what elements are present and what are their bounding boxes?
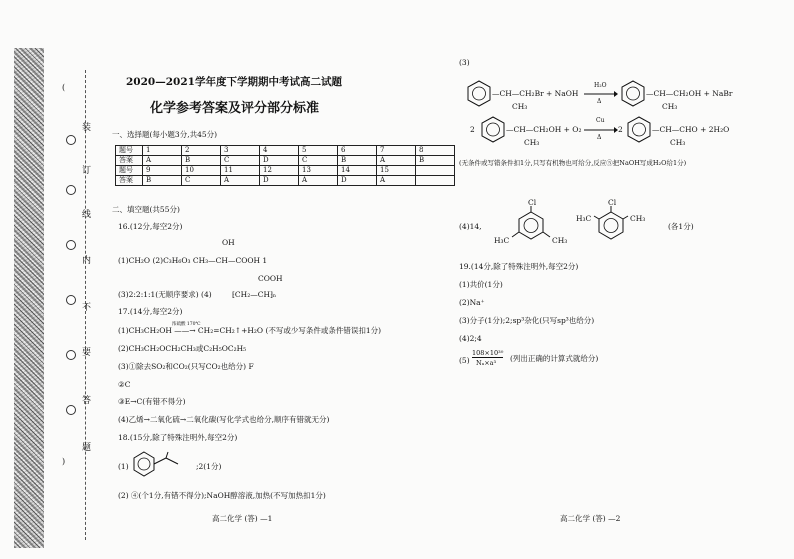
table-cell: A	[221, 176, 260, 186]
table-cell: 5	[299, 146, 338, 156]
table-cell: 14	[338, 166, 377, 176]
r2-cond-top: Cu	[596, 117, 605, 124]
q19-4: (4)2;4	[459, 334, 482, 343]
q16-line1: (1)CH₂O (2)C₃H₆O₃ CH₃—CH—COOH 1	[118, 256, 268, 265]
r1-reagent: + NaOH	[546, 89, 579, 98]
table-cell	[416, 166, 455, 176]
table-cell: D	[338, 176, 377, 186]
q19-5-denominator: Nₐ×a³	[476, 359, 497, 367]
q16-oh: OH	[222, 238, 235, 247]
q17-line2: (2)CH₃CH₂OCH₂CH₃或C₂H₅OC₂H₅	[118, 344, 247, 353]
table-cell: 8	[416, 146, 455, 156]
q3-label: (3)	[459, 58, 470, 67]
dimethylchlorobenzene-icon	[516, 206, 550, 240]
benzene-isopropyl-icon	[132, 450, 192, 480]
table-cell: 3	[221, 146, 260, 156]
table-cell: A	[377, 176, 416, 186]
table-cell: 13	[299, 166, 338, 176]
seal-word: 订	[82, 166, 92, 176]
arrow-icon	[584, 90, 618, 98]
seal-paren-bottom: )	[62, 457, 66, 466]
table-cell: A	[143, 156, 182, 166]
q19-5-label: (5)	[459, 356, 470, 365]
r1-ch3-b: CH₃	[662, 102, 678, 111]
benzene-ring-icon	[626, 116, 652, 144]
table-row	[116, 166, 455, 176]
q17-line1: (1)CH₃CH₂OH ——→ CH₂=CH₂↑+H₂O (不写或少写条件或条件错误扣1分)	[118, 326, 382, 335]
table-cell: 题号	[116, 146, 143, 156]
exam-title: 2020—2021学年度下学期期中考试高二试题	[126, 76, 342, 88]
q17-c1: ②C	[118, 380, 131, 389]
binding-hole-icon	[66, 185, 76, 195]
isomer2-cl: Cl	[608, 198, 617, 207]
seal-word: 装	[82, 123, 92, 133]
table-cell: 12	[260, 166, 299, 176]
table-cell: 2	[182, 146, 221, 156]
table-cell: C	[182, 176, 221, 186]
q18-line2: (2) ④(个1分,有错不得分);NaOH醇溶液,加热(不写加热扣1分)	[118, 491, 326, 500]
r2-ch3-b: CH₃	[670, 138, 686, 147]
q19-head: 19.(14分,除了特殊注明外,每空2分)	[459, 262, 579, 271]
q17-line4: (4)乙烯→二氧化硫→二氧化碳(写化学式也给分,顺序有错就无分)	[118, 415, 330, 424]
section-choice: 一、选择题(每小题3分,共45分)	[112, 130, 218, 139]
r1-cond-bot: Δ	[597, 98, 602, 105]
r1-cond-top: H₂O	[594, 82, 607, 89]
seal-column	[60, 83, 92, 475]
q18-line1: ;2(1分)	[196, 462, 222, 471]
section-fill: 二、填空题(共55分)	[112, 205, 180, 214]
benzene-ring-icon	[620, 80, 646, 108]
q16-cooh: COOH	[258, 274, 283, 283]
binding-hole-icon	[66, 350, 76, 360]
r2-coef: 2	[470, 125, 475, 134]
q19-3: (3)分子(1分);2;sp³杂化(只写sp³也给分)	[459, 316, 595, 325]
r2-ch3: CH₃	[524, 138, 540, 147]
table-cell: C	[299, 156, 338, 166]
seal-word: 答	[82, 396, 92, 406]
isomer2-ch3: CH₃	[630, 214, 646, 223]
benzene-ring-icon	[466, 80, 492, 108]
q19-1: (1)共价(1分)	[459, 280, 503, 289]
binding-strip	[14, 48, 44, 548]
isomer2-h3c: H₃C	[576, 214, 592, 223]
table-cell: B	[182, 156, 221, 166]
q17-line3: (3)①除去SO₂和CO₂(只写CO₂也给分) F	[118, 362, 254, 371]
r1-ch3: CH₃	[512, 102, 528, 111]
q18-head: 18.(15分,除了特殊注明外,每空2分)	[118, 433, 238, 442]
table-cell: 4	[260, 146, 299, 156]
seal-word: 不	[82, 303, 92, 313]
binding-hole-icon	[66, 240, 76, 250]
binding-hole-icon	[66, 295, 76, 305]
seal-word: 线	[82, 210, 92, 220]
table-cell: B	[416, 156, 455, 166]
q4-label: (4)14,	[459, 222, 482, 231]
isomer1-h3c: H₃C	[494, 236, 510, 245]
table-cell: 答案	[116, 156, 143, 166]
r2-left: —CH—CH₂OH + O₂	[506, 125, 582, 134]
table-cell: D	[260, 176, 299, 186]
table-cell: 1	[143, 146, 182, 156]
table-cell: A	[377, 156, 416, 166]
isomer1-cl: Cl	[528, 198, 537, 207]
binding-hole-icon	[66, 405, 76, 415]
table-cell: 6	[338, 146, 377, 156]
arrow-icon	[584, 126, 618, 134]
seal-word: 要	[82, 348, 92, 358]
table-cell	[416, 176, 455, 186]
table-cell: 15	[377, 166, 416, 176]
table-cell: 9	[143, 166, 182, 176]
binding-hole-icon	[66, 135, 76, 145]
q18-label: (1)	[118, 462, 129, 471]
reaction-note: (无条件或写错条件扣1分,只写有机物也可给分,反应⑤把NaOH写成H₂O给1分)	[459, 159, 687, 167]
table-cell: 7	[377, 146, 416, 156]
answer-table	[115, 145, 455, 186]
q17-c2: ③E→C(有错不得分)	[118, 397, 186, 406]
seal-paren-top: (	[62, 83, 66, 92]
table-row	[116, 146, 455, 156]
table-cell: C	[221, 156, 260, 166]
isomer1-ch3: CH₃	[552, 236, 568, 245]
q16-line3: (3)2:2:1:1(无顺序要求) (4)	[118, 290, 212, 299]
doc-title: 化学参考答案及评分部分标准	[150, 101, 320, 116]
table-row	[116, 176, 455, 186]
q16-polymer: ⁅CH₂—CH⁆ₙ	[232, 290, 277, 299]
r1-product: —CH—CH₂OH + NaBr	[646, 89, 733, 98]
table-cell: 题号	[116, 166, 143, 176]
dimethylchlorobenzene-icon	[596, 206, 630, 240]
footer-right: 高二化学 (答) —2	[560, 514, 621, 523]
table-cell: A	[299, 176, 338, 186]
table-cell: 11	[221, 166, 260, 176]
r2-product: —CH—CHO + 2H₂O	[652, 125, 730, 134]
r1-left: —CH—CH₂Br	[492, 89, 544, 98]
table-cell: D	[260, 156, 299, 166]
table-cell: 答案	[116, 176, 143, 186]
q17-head: 17.(14分,每空2分)	[118, 307, 183, 316]
q16-head: 16.(12分,每空2分)	[118, 222, 183, 231]
table-cell: 10	[182, 166, 221, 176]
q19-5-note: (列出正确的计算式就给分)	[510, 354, 599, 363]
benzene-ring-icon	[480, 116, 506, 144]
q4-score: (各1分)	[668, 222, 694, 231]
seal-word: 题	[82, 443, 92, 453]
r2-coef2: 2	[618, 125, 623, 134]
footer-left: 高二化学 (答) —1	[212, 514, 273, 523]
q19-2: (2)Na⁺	[459, 298, 485, 307]
seal-word: 内	[82, 256, 92, 266]
q17-condition: 浓硫酸 170℃	[172, 322, 201, 327]
r2-cond-bot: Δ	[597, 134, 602, 141]
table-cell: B	[338, 156, 377, 166]
q19-5-numerator: 108×10³⁰	[472, 349, 504, 357]
table-row	[116, 156, 455, 166]
table-cell: B	[143, 176, 182, 186]
